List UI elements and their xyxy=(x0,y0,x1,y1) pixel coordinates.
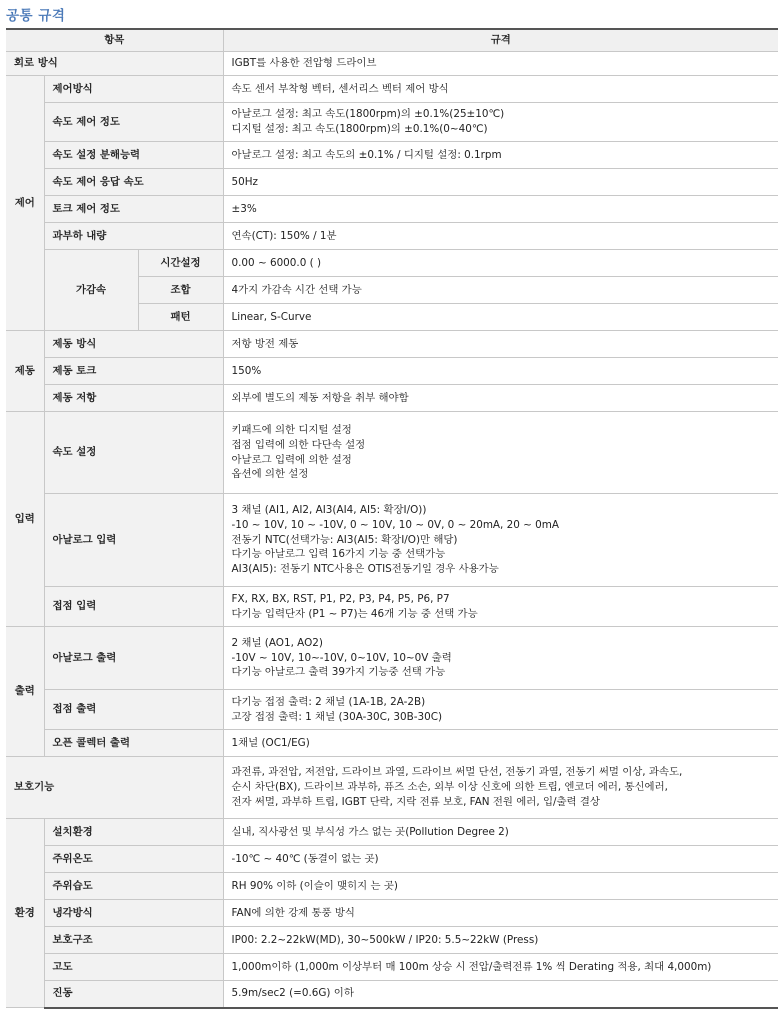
value-line: FX, RX, BX, RST, P1, P2, P3, P4, P5, P6, P7 xyxy=(231,592,450,605)
table-row xyxy=(6,900,778,927)
row-value xyxy=(223,494,778,587)
row-value: 1채널 (OC1/EG) xyxy=(223,730,778,757)
row-label: 고도 xyxy=(44,954,223,981)
table-row xyxy=(6,169,778,196)
row-label: 주위온도 xyxy=(44,846,223,873)
row-label: 속도 제어 응답 속도 xyxy=(44,169,223,196)
row-value: 1,000m이하 (1,000m 이상부터 매 100m 상승 시 전압/출력전류 1% 씩 Derating 적용, 최대 4,000m) xyxy=(223,954,778,981)
category-label: 입력 xyxy=(6,412,44,627)
row-label: 회로 방식 xyxy=(6,52,223,76)
row-label: 토크 제어 정도 xyxy=(44,196,223,223)
row-value xyxy=(223,412,778,494)
table-row xyxy=(6,730,778,757)
table-row xyxy=(6,223,778,250)
row-label: 설치환경 xyxy=(44,819,223,846)
value-line: 디지털 설정: 최고 속도(1800rpm)의 ±0.1%(0~40℃) xyxy=(231,123,488,135)
row-value: ±3% xyxy=(223,196,778,223)
table-row xyxy=(6,690,778,730)
table-row xyxy=(6,103,778,142)
subrow-label: 조합 xyxy=(138,277,223,304)
row-label: 냉각방식 xyxy=(44,900,223,927)
row-value xyxy=(223,757,778,819)
table-row xyxy=(6,52,778,76)
value-line: 다기능 입력단자 (P1 ~ P7)는 46개 기능 중 선택 가능 xyxy=(231,607,478,620)
row-label: 제동 토크 xyxy=(44,358,223,385)
row-label: 보호구조 xyxy=(44,927,223,954)
row-value: IGBT를 사용한 전압형 드라이브 xyxy=(223,52,778,76)
row-value: FAN에 의한 강제 통풍 방식 xyxy=(223,900,778,927)
value-line: 순시 차단(BX), 드라이브 과부하, 퓨즈 소손, 외부 이상 신호에 의한 트립, 엔코더 에러, 통신에러, xyxy=(231,781,668,794)
page-title: 공통 규격 xyxy=(6,8,66,24)
row-label: 속도 설정 xyxy=(44,412,223,494)
value-line: 아날로그 입력에 의한 설정 xyxy=(231,453,352,466)
header-item: 항목 xyxy=(6,29,223,52)
row-value xyxy=(223,587,778,627)
value-line: 전동기 NTC(선택가능: AI3(AI5: 확장I/O)만 해당) xyxy=(231,533,458,546)
table-row xyxy=(6,196,778,223)
row-value: 저항 방전 제동 xyxy=(223,331,778,358)
value-line: -10 ~ 10V, 10 ~ -10V, 0 ~ 10V, 10 ~ 0V, 0 ~ 20mA, 20 ~ 0mA xyxy=(231,518,560,531)
row-label: 접점 입력 xyxy=(44,587,223,627)
spec-table xyxy=(6,28,778,1009)
category-label: 제어 xyxy=(6,76,44,331)
row-value: 외부에 별도의 제동 저항을 취부 해야함 xyxy=(223,385,778,412)
table-row xyxy=(6,142,778,169)
row-label: 속도 제어 정도 xyxy=(44,103,223,142)
value-line: AI3(AI5): 전동기 NTC사용은 OTIS전동기일 경우 사용가능 xyxy=(231,563,499,576)
value-line: -10V ~ 10V, 10~-10V, 0~10V, 10~0V 출력 xyxy=(231,651,452,664)
value-line: 접점 입력에 의한 다단속 설정 xyxy=(231,438,366,451)
table-row xyxy=(6,627,778,690)
value-line: 다기능 아날로그 입력 16가지 기능 중 선택가능 xyxy=(231,548,446,561)
table-row xyxy=(6,757,778,819)
table-row xyxy=(6,385,778,412)
header-spec: 규격 xyxy=(223,29,778,52)
subrow-label: 패턴 xyxy=(138,304,223,331)
table-row xyxy=(6,873,778,900)
row-label: 제동 방식 xyxy=(44,331,223,358)
row-value: 50Hz xyxy=(223,169,778,196)
row-value xyxy=(223,690,778,730)
value-line: 아날로그 설정: 최고 속도(1800rpm)의 ±0.1%(25±10℃) xyxy=(231,108,505,121)
row-label: 제동 저항 xyxy=(44,385,223,412)
row-label: 제어방식 xyxy=(44,76,223,103)
row-value: 실내, 직사광선 및 부식성 가스 없는 곳(Pollution Degree 2) xyxy=(223,819,778,846)
row-value: 아날로그 설정: 최고 속도의 ±0.1% / 디지털 설정: 0.1rpm xyxy=(223,142,778,169)
row-value: 속도 센서 부착형 벡터, 센서리스 벡터 제어 방식 xyxy=(223,76,778,103)
row-value: Linear, S-Curve xyxy=(223,304,778,331)
subrow-label: 시간설정 xyxy=(138,250,223,277)
row-value: 150% xyxy=(223,358,778,385)
row-value: 5.9m/sec2 (=0.6G) 이하 xyxy=(223,981,778,1008)
row-value xyxy=(223,103,778,142)
table-row xyxy=(6,358,778,385)
value-line: 과전류, 과전압, 저전압, 드라이브 과열, 드라이브 써멀 단선, 전동기 과열, 전동기 써멀 이상, 과속도, xyxy=(231,766,683,779)
table-row xyxy=(6,819,778,846)
table-row xyxy=(6,250,778,277)
row-value: 연속(CT): 150% / 1분 xyxy=(223,223,778,250)
row-label: 오픈 콜렉터 출력 xyxy=(44,730,223,757)
value-line: 다기능 아날로그 출력 39가지 기능중 선택 가능 xyxy=(231,666,446,679)
category-label: 환경 xyxy=(6,819,44,1008)
value-line: 3 채널 (AI1, AI2, AI3(AI4, AI5: 확장I/O)) xyxy=(231,504,427,516)
row-label: 과부하 내량 xyxy=(44,223,223,250)
table-row xyxy=(6,76,778,103)
value-line: 다기능 접점 출력: 2 채널 (1A-1B, 2A-2B) xyxy=(231,695,426,708)
table-row xyxy=(6,846,778,873)
row-label: 주위습도 xyxy=(44,873,223,900)
row-value: 0.00 ~ 6000.0 ( ) xyxy=(223,250,778,277)
row-label: 아날로그 출력 xyxy=(44,627,223,690)
row-label: 접점 출력 xyxy=(44,690,223,730)
table-row xyxy=(6,954,778,981)
table-row xyxy=(6,587,778,627)
row-label: 가감속 xyxy=(44,250,138,331)
row-value xyxy=(223,627,778,690)
value-line: 고장 접점 출력: 1 채널 (30A-30C, 30B-30C) xyxy=(231,710,443,723)
category-label: 제동 xyxy=(6,331,44,412)
table-row xyxy=(6,331,778,358)
row-label: 보호기능 xyxy=(6,757,223,819)
row-label: 아날로그 입력 xyxy=(44,494,223,587)
table-row xyxy=(6,494,778,587)
row-value: IP00: 2.2~22kW(MD), 30~500kW / IP20: 5.5~22kW (Press) xyxy=(223,927,778,954)
header-row xyxy=(6,29,778,52)
row-value: -10℃ ~ 40℃ (동결이 없는 곳) xyxy=(223,846,778,873)
table-row xyxy=(6,412,778,494)
row-value: 4가지 가감속 시간 선택 가능 xyxy=(223,277,778,304)
table-row xyxy=(6,927,778,954)
category-label: 출력 xyxy=(6,627,44,757)
value-line: 전자 써멀, 과부하 트립, IGBT 단락, 지락 전류 보호, FAN 전원 에러, 입/출력 결상 xyxy=(231,795,600,808)
table-row xyxy=(6,981,778,1008)
value-line: 옵션에 의한 설정 xyxy=(231,468,309,481)
value-line: 2 채널 (AO1, AO2) xyxy=(231,636,323,649)
row-label: 진동 xyxy=(44,981,223,1008)
value-line: 키패드에 의한 디지털 설정 xyxy=(231,423,352,436)
row-value: RH 90% 이하 (이슬이 맺히지 는 곳) xyxy=(223,873,778,900)
row-label: 속도 설정 분해능력 xyxy=(44,142,223,169)
